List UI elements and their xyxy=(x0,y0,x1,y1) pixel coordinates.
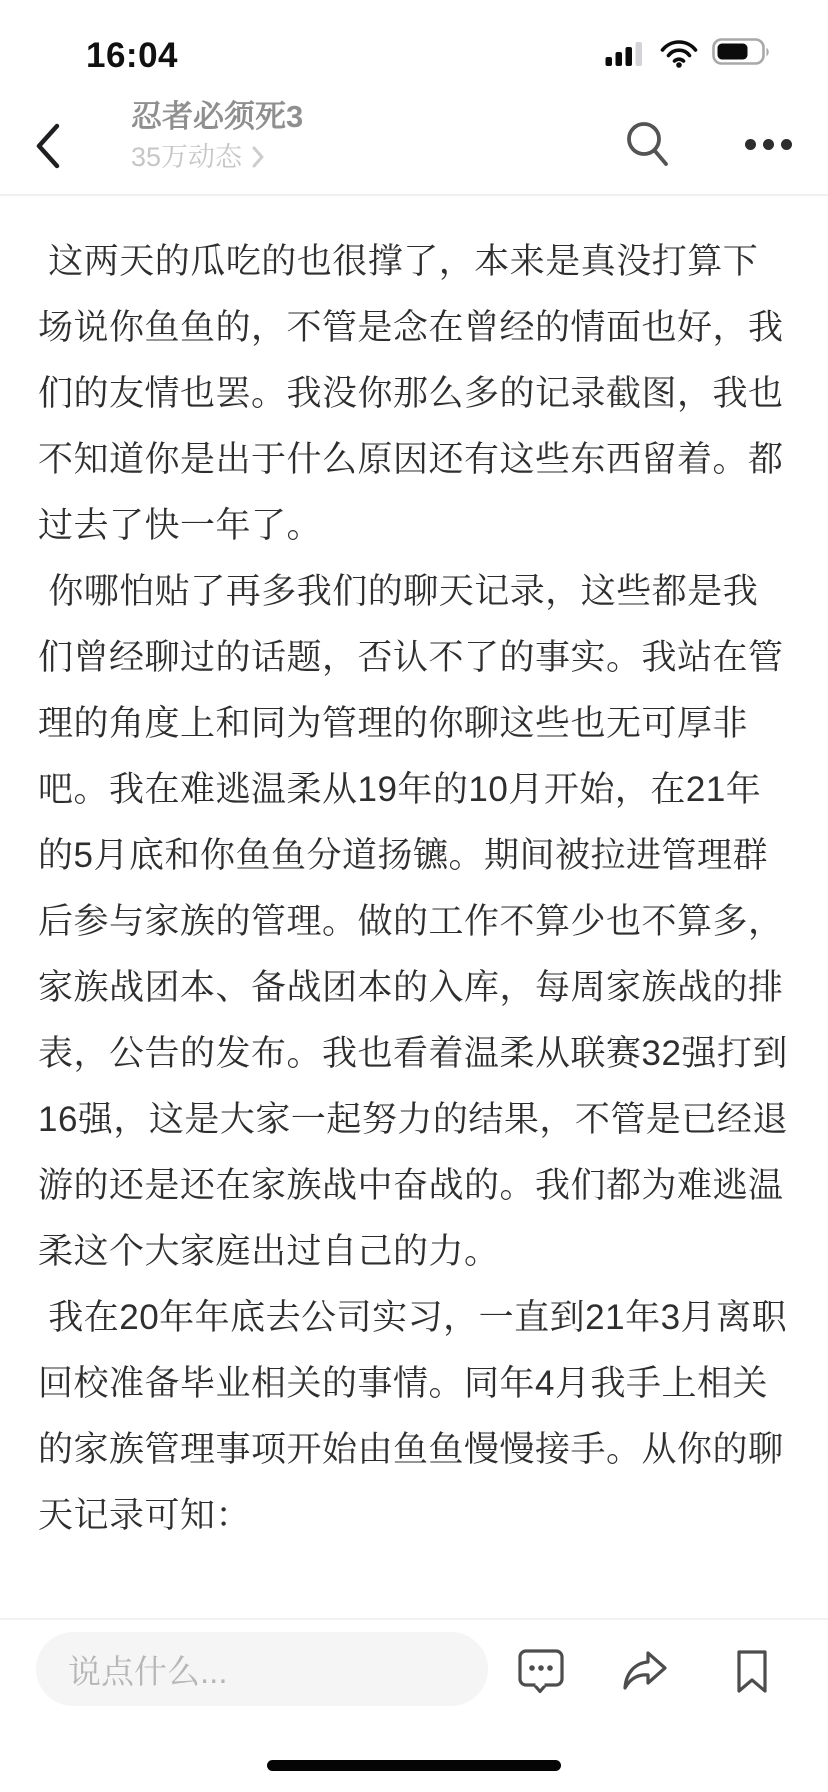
group-activity-label: 35万动态 xyxy=(131,142,243,172)
post-paragraph: 我在20年年底去公司实习，一直到21年3月离职回校准备毕业相关的事情。同年4月我手上相关的家族管理事项开始由鱼鱼慢慢接手。从你的聊天记录可知： xyxy=(38,1298,788,1535)
comment-bubble-icon xyxy=(517,1647,565,1697)
comment-input[interactable] xyxy=(36,1632,488,1706)
chevron-right-icon xyxy=(250,144,266,170)
share-button[interactable] xyxy=(620,1644,672,1700)
comment-placeholder: 说点什么... xyxy=(68,1652,228,1690)
battery-icon xyxy=(712,38,774,66)
bookmark-button[interactable] xyxy=(733,1644,785,1700)
status-time: 16:04 xyxy=(86,36,179,75)
post-paragraph: 这两天的瓜吃的也很撑了，本来是真没打算下场说你鱼鱼的，不管是念在曾经的情面也好，我们的友情也罢。我没你那么多的记录截图，我也不知道你是出于什么原因还有这些东西留着。都过去了快一年了。 xyxy=(38,242,784,545)
search-button[interactable] xyxy=(624,114,680,174)
ellipsis-icon xyxy=(745,139,756,150)
more-button[interactable] xyxy=(736,122,800,166)
nav-titles xyxy=(131,96,303,176)
search-icon xyxy=(624,119,672,169)
post-paragraph: 你哪怕贴了再多我们的聊天记录，这些都是我们曾经聊过的话题，否认不了的事实。我站在管理的角度上和同为管理的你聊这些也无可厚非吧。我在难逃温柔从19年的10月开始，在21年的5月底和你鱼鱼分道扬镳。期间被拉进管理群后参与家族的管理。做的工作不算少也不算多，家族战团本、备战团本的入库，每周家族战的排表，公告的发布。我也看着温柔从联赛32强打到16强，这是大家一起努力的结果，不管是已经退游的还是还在家族战中奋战的。我们都为难逃温柔这个大家庭出过自己的力。 xyxy=(38,572,788,1271)
bookmark-icon xyxy=(733,1648,771,1696)
page-title: 忍者必须死3 xyxy=(131,99,304,134)
cellular-signal-icon xyxy=(605,40,645,68)
group-activity-link[interactable] xyxy=(131,138,303,176)
home-indicator[interactable] xyxy=(267,1760,561,1771)
status-bar xyxy=(0,0,828,92)
nav-bar xyxy=(0,92,828,196)
chevron-left-icon xyxy=(32,122,62,170)
comments-button[interactable] xyxy=(517,1644,569,1700)
share-arrow-icon xyxy=(620,1648,670,1696)
post-body xyxy=(0,196,828,1549)
wifi-icon xyxy=(660,40,698,68)
back-button[interactable] xyxy=(32,118,80,174)
